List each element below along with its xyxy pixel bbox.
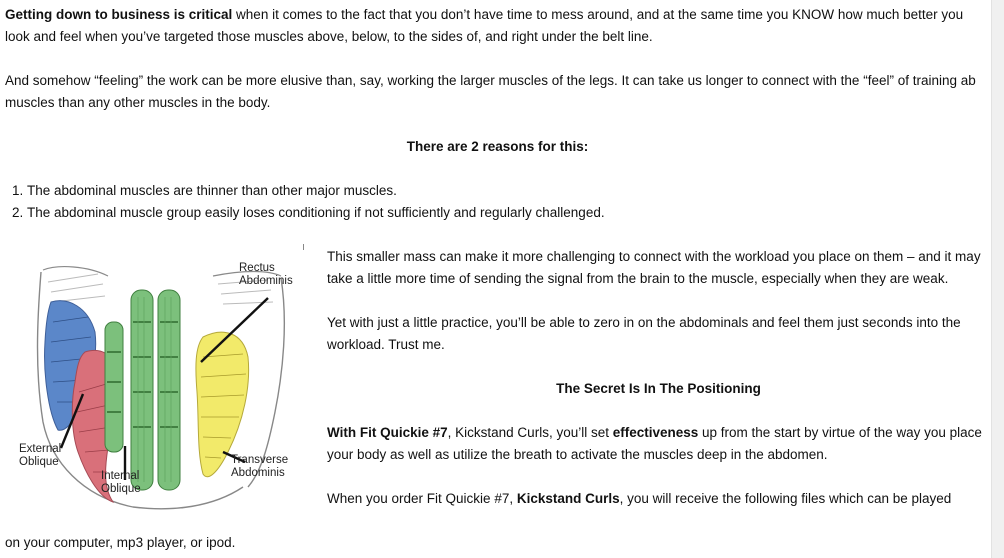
secret-heading: The Secret Is In The Positioning: [556, 381, 761, 396]
intro-bold: Getting down to business is critical: [5, 7, 233, 22]
figure-section: [5, 246, 990, 542]
rectus-abdominis-label: Rectus Abdominis: [239, 262, 293, 287]
reasons-heading: There are 2 reasons for this:: [406, 139, 589, 154]
abdominal-muscles-illustration: [13, 262, 303, 522]
divider-tick: [303, 244, 304, 250]
internal-oblique-label: Internal Oblique: [101, 470, 141, 495]
reasons-list: [5, 180, 990, 224]
order-paragraph: When you order Fit Quickie #7, Kickstand Curls, you will receive the following files which can be played: [327, 491, 952, 506]
transverse-abdominis-label: Transverse Abdominis: [231, 454, 289, 479]
order-paragraph-continuation: on your computer, mp3 player, or ipod.: [5, 535, 236, 550]
intro-rest: when it comes to the fact that you don’t have time to mess around, and at the same time you KNOW how much better you look and feel when you’ve targeted those muscles above, below, to the sides of, and right under the belt line.: [5, 7, 964, 44]
fit-quickie-paragraph: With Fit Quickie #7, Kickstand Curls, you’ll set effectiveness up from the start by virtue of the way you place your body as well as utilize the breath to activate the muscles deep in the abdomen.: [327, 425, 982, 462]
article-body: [5, 4, 990, 542]
abdominal-muscles-svg: [13, 262, 303, 522]
vertical-scrollbar[interactable]: [991, 0, 1004, 558]
intro-paragraph: [5, 4, 990, 48]
practice-paragraph: Yet with just a little practice, you’ll be able to zero in on the abdominals and feel them just seconds into the workload. Trust me.: [327, 315, 961, 352]
smaller-mass-paragraph: This smaller mass can make it more challenging to connect with the workload you place on them – and it may take a little more time of sending the signal from the brain to the muscle, especially when they are weak.: [327, 249, 981, 286]
external-oblique-label: External Oblique: [19, 443, 62, 468]
feeling-paragraph: And somehow “feeling” the work can be more elusive than, say, working the larger muscles of the legs. It can take us longer to connect with the “feel” of training ab muscles than any other muscles in the body.: [5, 73, 976, 110]
figure-side-text: [327, 246, 990, 510]
reason-item-2: 2. The abdominal muscle group easily loses conditioning if not sufficiently and regularly challenged.: [27, 202, 990, 224]
reason-item-1: 1. The abdominal muscles are thinner than other major muscles.: [27, 180, 990, 202]
